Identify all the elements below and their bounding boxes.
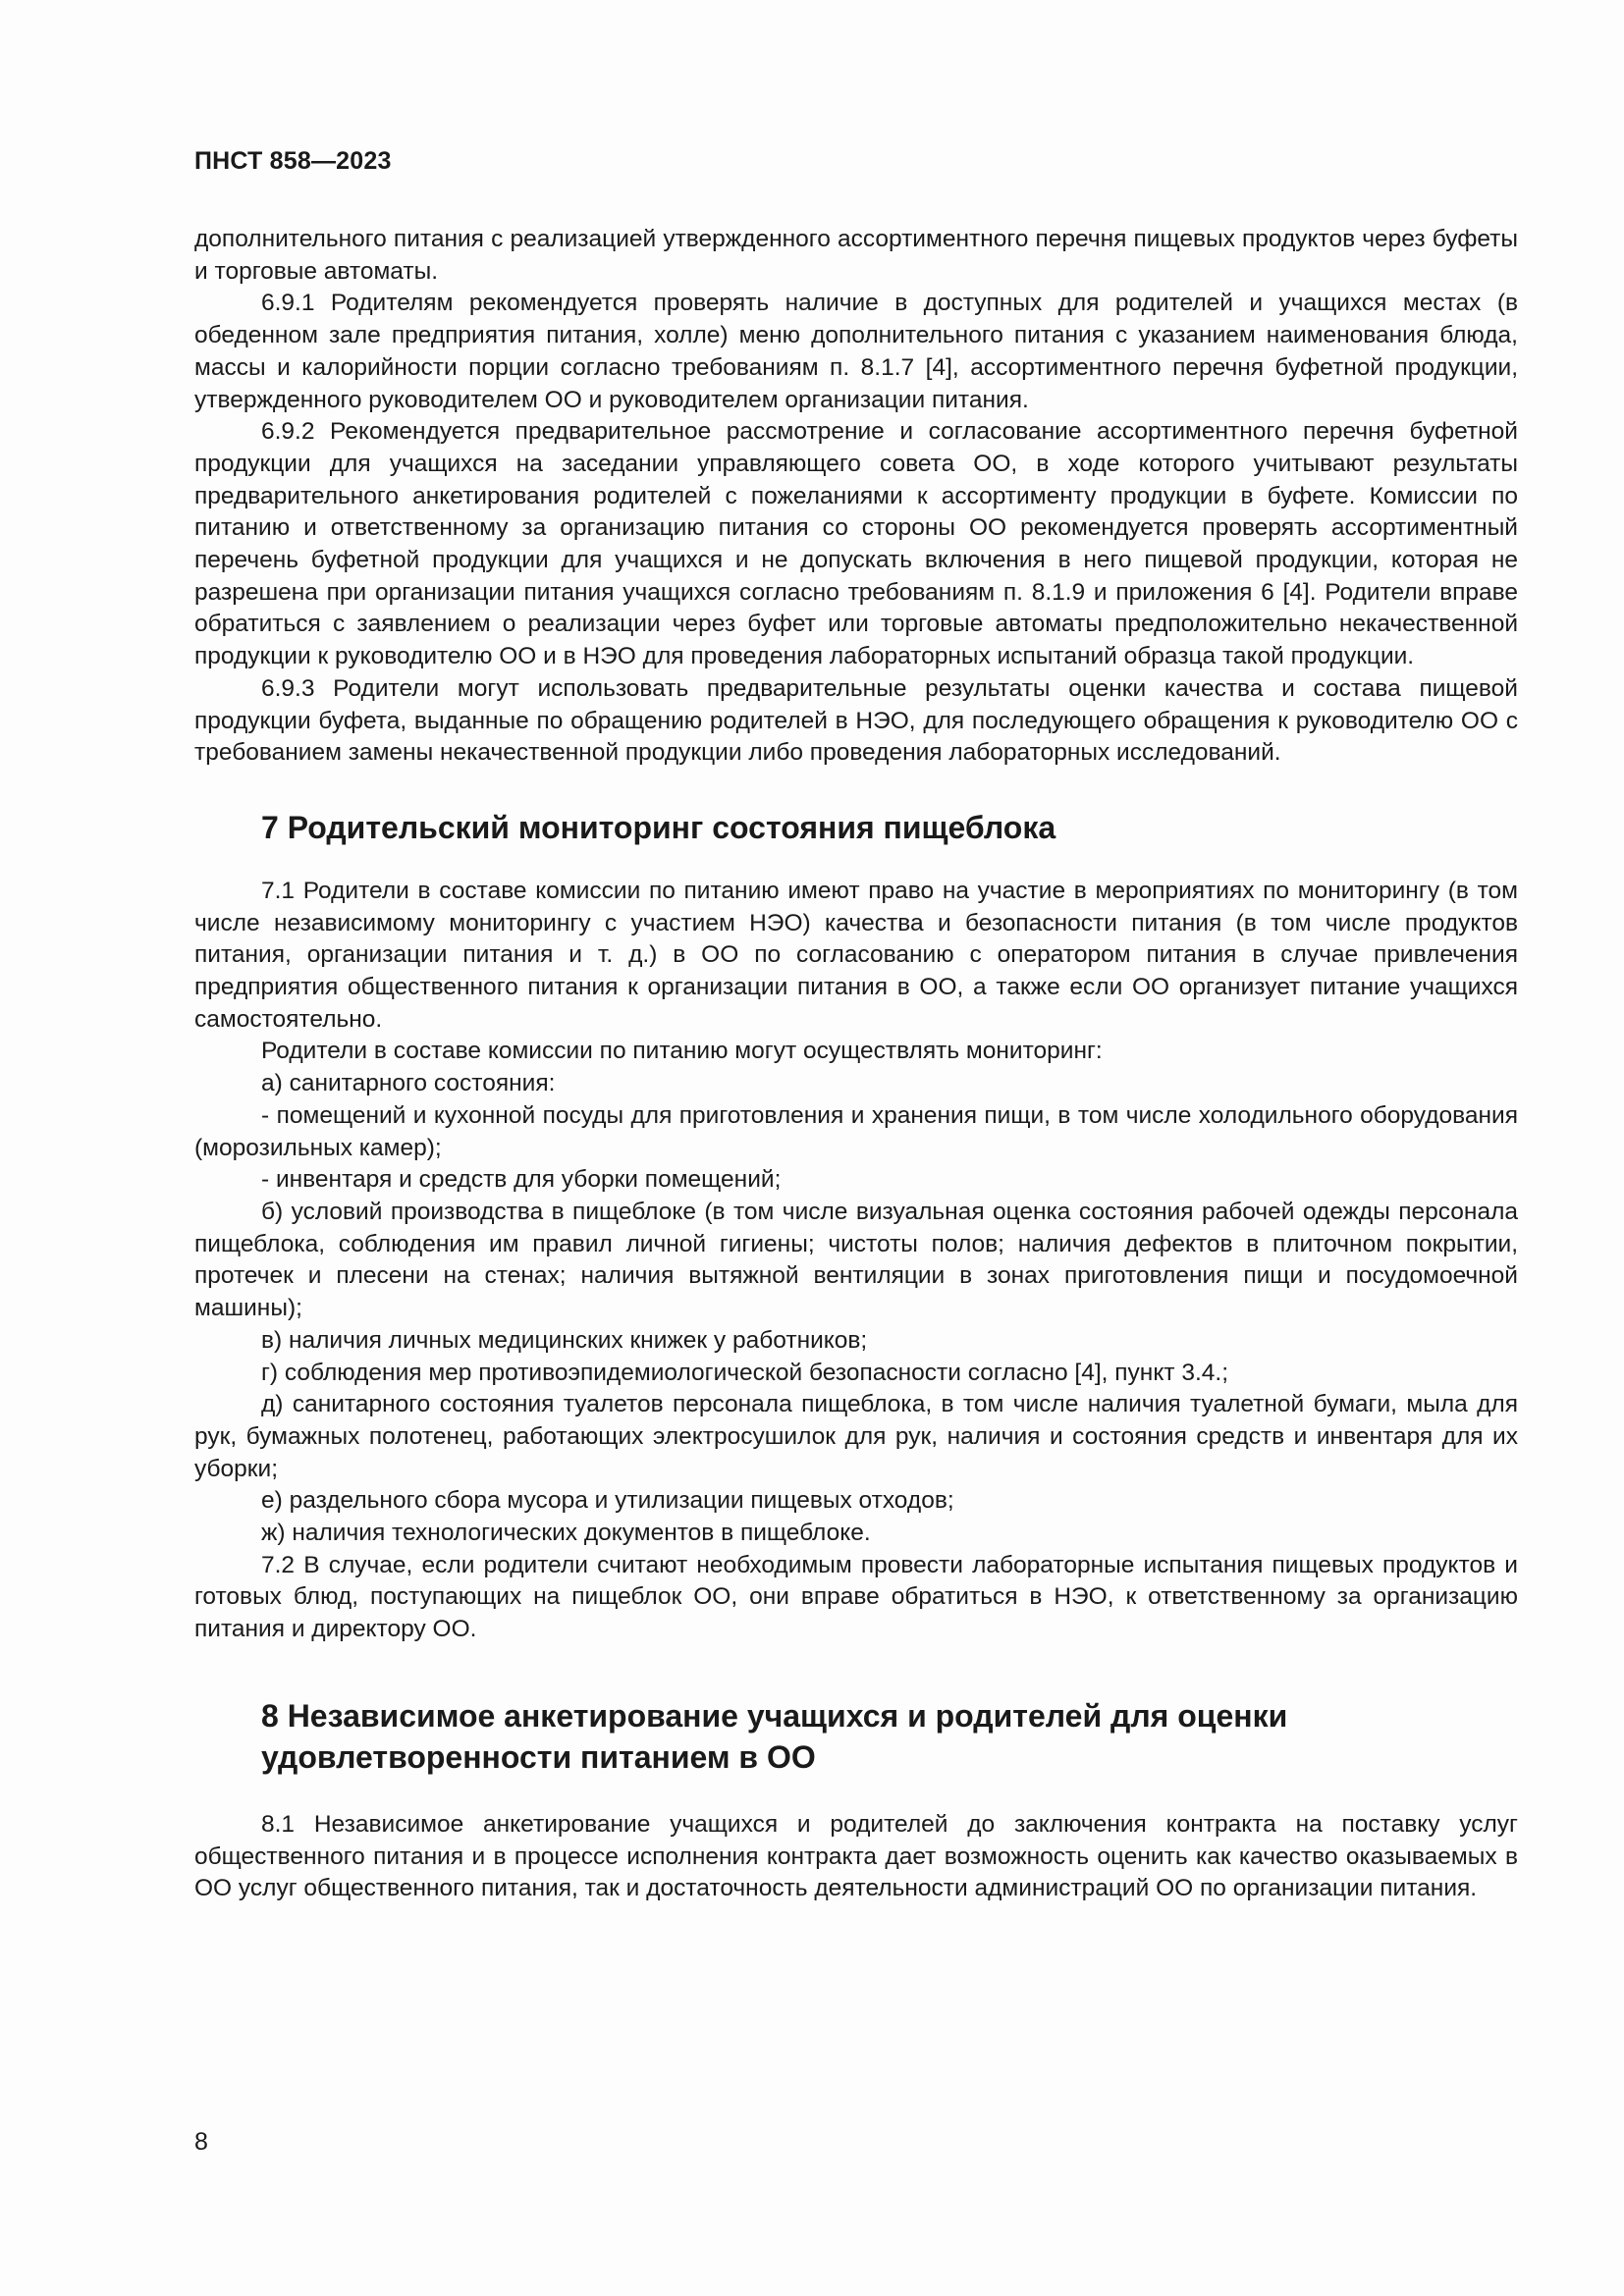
list-item-a: а) санитарного состояния: xyxy=(261,1070,556,1097)
list-item-a-dash-2: - инвентаря и средств для уборки помещений; xyxy=(261,1166,782,1194)
clause-6-9-3: 6.9.3 Родители могут использовать предварительные результаты оценки качества и состава пищевой продукции буфета, выданные по обращению родителей в НЭО, для последующего обращения к руководителю ОО с требованием замены некачественной продукции либо проведения лабораторных исследований. xyxy=(194,674,1518,767)
list-item-zh: ж) наличия технологических документов в пищеблоке. xyxy=(261,1520,871,1547)
clause-7-2: 7.2 В случае, если родители считают необходимым провести лабораторные испытания пищевых продуктов и готовых блюд, поступающих на пищеблок ОО, они вправе обратиться в НЭО, к ответственному за организацию питания и директору ОО. xyxy=(194,1551,1518,1643)
document-body xyxy=(194,224,1518,1905)
document-code-header: ПНСТ 858—2023 xyxy=(194,147,392,175)
clause-8-1: 8.1 Независимое анкетирование учащихся и родителей до заключения контракта на поставку услуг общественного питания и в процессе исполнения контракта дает возможность оценить как качество оказываемых в ОО услуг общественного питания, так и достаточность деятельности администраций ОО по организации питания. xyxy=(194,1810,1518,1902)
list-item-a-dash-1: - помещений и кухонной посуды для приготовления и хранения пищи, в том числе холодильного оборудования (морозильных камер); xyxy=(194,1101,1518,1161)
section-7-heading: 7 Родительский мониторинг состояния пищеблока xyxy=(261,809,1056,845)
list-item-d: д) санитарного состояния туалетов персонала пищеблока, в том числе наличия туалетной бумаги, мыла для рук, бумажных полотенец, работающих электросушилок для рук, наличия и состояния средств и инвентаря для их уборки; xyxy=(194,1391,1518,1482)
paragraph-continuation: дополнительного питания с реализацией утвержденного ассортиментного перечня пищевых продуктов через буфеты и торговые автоматы. xyxy=(194,226,1518,285)
list-item-v: в) наличия личных медицинских книжек у работников; xyxy=(261,1326,868,1354)
clause-7-1-intro: Родители в составе комиссии по питанию могут осуществлять мониторинг: xyxy=(261,1038,1103,1065)
page-number: 8 xyxy=(194,2128,208,2156)
list-item-b: б) условий производства в пищеблоке (в том числе визуальная оценка состояния рабочей одежды персонала пищеблока, соблюдения им правил личной гигиены; чистоты полов; наличия дефектов в плиточном покрытии, протечек и плесени на стенах; наличия вытяжной вентиляции в зонах приготовления пищи и посудомоечной машины); xyxy=(194,1198,1518,1322)
clause-7-1: 7.1 Родители в составе комиссии по питанию имеют право на участие в мероприятиях по мониторингу (в том числе независимому мониторингу с участием НЭО) качества и безопасности питания (в том числе продуктов питания, организации питания и т. д.) в ОО по согласованию с оператором питания в случае привлечения предприятия общественного питания к организации питания в ОО, а также если ОО организует питание учащихся самостоятельно. xyxy=(194,877,1518,1033)
list-item-g: г) соблюдения мер противоэпидемиологической безопасности согласно [4], пункт 3.4.; xyxy=(261,1359,1229,1386)
clause-6-9-2: 6.9.2 Рекомендуется предварительное рассмотрение и согласование ассортиментного перечня буфетной продукции для учащихся на заседании управляющего совета ОО, в ходе которого учитывают результаты предварительного анкетирования родителей с пожеланиями к ассортименту продукции в буфете. Комиссии по питанию и ответственному за организацию питания со стороны ОО рекомендуется проверять ассортиментный перечень буфетной продукции для учащихся и не допускать включения в него пищевой продукции, которая не разрешена при организации питания учащихся согласно требованиям п. 8.1.9 и приложения 6 [4]. Родители вправе обратиться с заявлением о реализации через буфет или торговые автоматы предположительно некачественной продукции к руководителю ОО и в НЭО для проведения лабораторных испытаний образца такой продукции. xyxy=(194,418,1518,670)
list-item-e: е) раздельного сбора мусора и утилизации пищевых отходов; xyxy=(261,1487,954,1515)
section-8-heading: 8 Независимое анкетирование учащихся и родителей для оценки удовлетворенности питанием в ОО xyxy=(261,1697,1288,1775)
clause-6-9-1: 6.9.1 Родителям рекомендуется проверять наличие в доступных для родителей и учащихся местах (в обеденном зале предприятия питания, холле) меню дополнительного питания с указанием наименования блюда, массы и калорийности порции согласно требованиям п. 8.1.7 [4], ассортиментного перечня буфетной продукции, утвержденного руководителем ОО и руководителем организации питания. xyxy=(194,290,1518,413)
